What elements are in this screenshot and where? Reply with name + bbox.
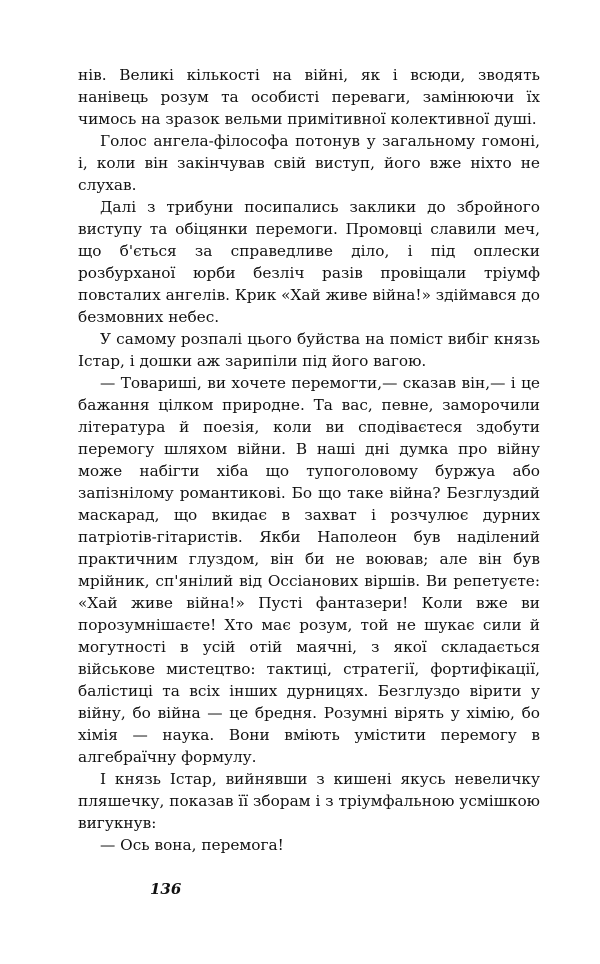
paragraph-3: Далі з трибуни посипались заклики до збройного виступу та обіцянки перемоги. Промовці славили меч, що б'ється за справедливе діло, і під оплески розбурханої юрби безліч разів провіщали тріумф повсталих ангелів. Крик «Хай живе війна!» здіймався до безмовних небес. [78, 198, 540, 326]
paragraph-5: — Товариші, ви хочете перемогти,— сказав він,— і це бажання цілком природне. Та вас, певне, заморочили література й поезія, коли ви сподіваєтеся здобути перемогу шляхом війни. В наші дні думка про війну може набігти хіба що тупоголовому буржуа або запізнілому романтикові. Бо що таке війна? Безглуздий маскарад, що вкидає в захват і розчулює дурних патріотів-гітаристів. Якби Наполеон був наділений практичним глуздом, він би не воював; але він був мрійник, сп'янілий від Оссіанових віршів. Ви репетуєте: «Хай живе війна!» Пусті фантазери! Коли вже ви порозумнішаєте! Хто має розум, той не шукає сили й могутності в усій отій маячні, з якої складається військове мистецтво: тактиці, стратегії, фортифікації, балістиці та всіх інших дурницях. Безглуздо вірити у війну, бо війна — це бредня. Розумні вірять у хімію, бо хімія — наука. Вони вміють умістити перемогу в алгебраїчну формулу. [78, 374, 540, 766]
paragraph-2: Голос ангела-філософа потонув у загальному гомоні, і, коли він закінчував свій виступ, його вже ніхто не слухав. [78, 132, 540, 194]
paragraph-7: — Ось вона, перемога! [100, 836, 284, 854]
body-text [78, 64, 540, 856]
paragraph-6: І князь Істар, вийнявши з кишені якусь невеличку пляшечку, показав її зборам і з тріумфальною усмішкою вигукнув: [78, 770, 540, 832]
paragraph-4: У самому розпалі цього буйства на поміст вибіг князь Істар, і дошки аж зарипіли під його вагою. [78, 330, 540, 370]
page-number: 136 [150, 880, 182, 898]
paragraph-1: нів. Великі кількості на війні, як і всюди, зводять нанівець розум та особисті переваги, замінюючи їх чимось на зразок вельми примітивної колективної душі. [78, 66, 540, 128]
